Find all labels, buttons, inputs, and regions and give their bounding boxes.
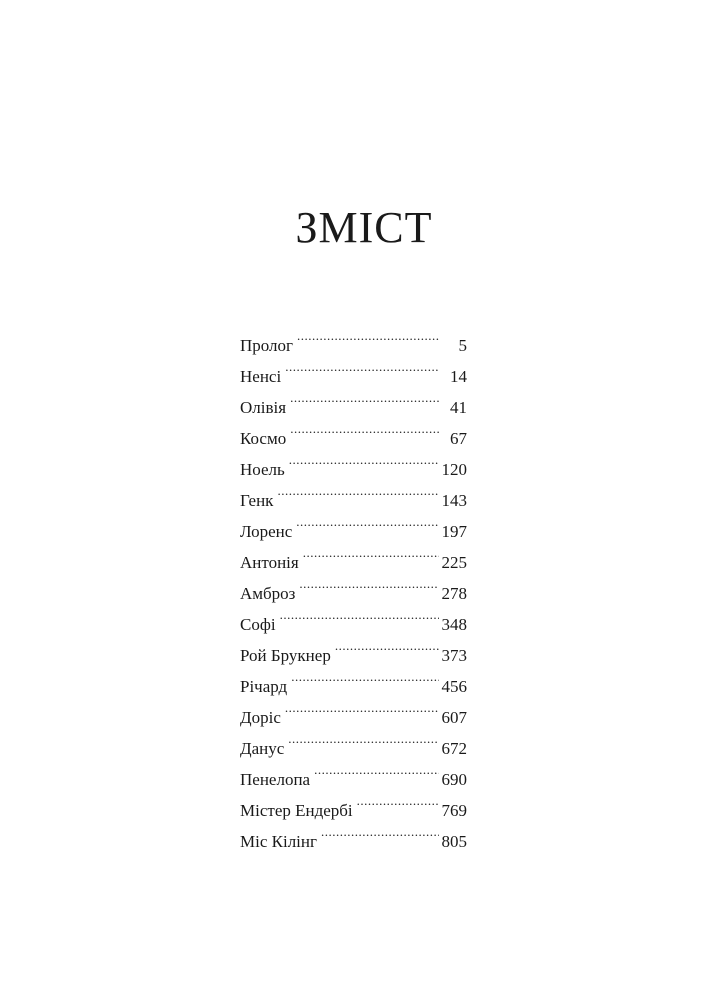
toc-dot-leader <box>303 537 439 568</box>
toc-entry-label: Данус <box>240 739 285 758</box>
toc-entry-page: 278 <box>441 584 467 603</box>
toc-dot-leader <box>299 568 439 599</box>
toc-dot-leader <box>314 754 439 785</box>
toc-dot-leader <box>288 723 439 754</box>
toc-entry-page: 672 <box>441 739 467 758</box>
toc-entry-label: Пенелопа <box>240 770 311 789</box>
toc-entry-label: Рой Брукнер <box>240 646 331 665</box>
toc-entry-label: Лоренс <box>240 522 293 541</box>
table-of-contents <box>240 320 467 851</box>
toc-entry-label: Пролог <box>240 336 294 355</box>
toc-dot-leader <box>280 599 439 630</box>
toc-entry-page: 607 <box>441 708 467 727</box>
toc-entry-label: Антонія <box>240 553 299 572</box>
toc-entry-page: 225 <box>441 553 467 572</box>
toc-dot-leader <box>321 816 439 847</box>
toc-entry-label: Космо <box>240 429 287 448</box>
toc-entry-label: Олівія <box>240 398 287 417</box>
toc-entry-page: 769 <box>441 801 467 820</box>
toc-dot-leader <box>285 692 439 723</box>
toc-entry <box>240 506 467 541</box>
toc-entry-page: 5 <box>458 336 467 355</box>
toc-dot-leader <box>335 630 439 661</box>
toc-dot-leader <box>290 382 439 413</box>
toc-dot-leader <box>289 444 439 475</box>
toc-entry-page: 14 <box>450 367 467 386</box>
toc-entry-label: Річард <box>240 677 288 696</box>
toc-entry-page: 67 <box>450 429 467 448</box>
toc-entry-label: Містер Ендербі <box>240 801 353 820</box>
toc-entry-page: 41 <box>450 398 467 417</box>
toc-entry <box>240 320 467 355</box>
toc-entry-label: Софі <box>240 615 276 634</box>
toc-entry-page: 373 <box>441 646 467 665</box>
toc-entry-label: Міс Кілінг <box>240 832 317 851</box>
toc-entry-page: 348 <box>441 615 467 634</box>
toc-entry-label: Ненсі <box>240 367 282 386</box>
toc-entry-label: Ноель <box>240 460 285 479</box>
toc-dot-leader <box>277 475 439 506</box>
page-title: ЗМІСТ <box>295 203 433 252</box>
toc-entry-page: 456 <box>441 677 467 696</box>
toc-entry-label: Доріс <box>240 708 281 727</box>
toc-entry-label: Генк <box>240 491 274 510</box>
toc-entry-page: 197 <box>441 522 467 541</box>
toc-dot-leader <box>297 320 439 351</box>
toc-entry-page: 143 <box>441 491 467 510</box>
toc-entry-page: 690 <box>441 770 467 789</box>
toc-dot-leader <box>296 506 439 537</box>
toc-dot-leader <box>291 661 439 692</box>
toc-entry-label: Амброз <box>240 584 296 603</box>
toc-dot-leader <box>285 351 439 382</box>
toc-entry-page: 120 <box>441 460 467 479</box>
toc-dot-leader <box>290 413 439 444</box>
toc-entry-page: 805 <box>441 832 467 851</box>
toc-dot-leader <box>357 785 439 816</box>
